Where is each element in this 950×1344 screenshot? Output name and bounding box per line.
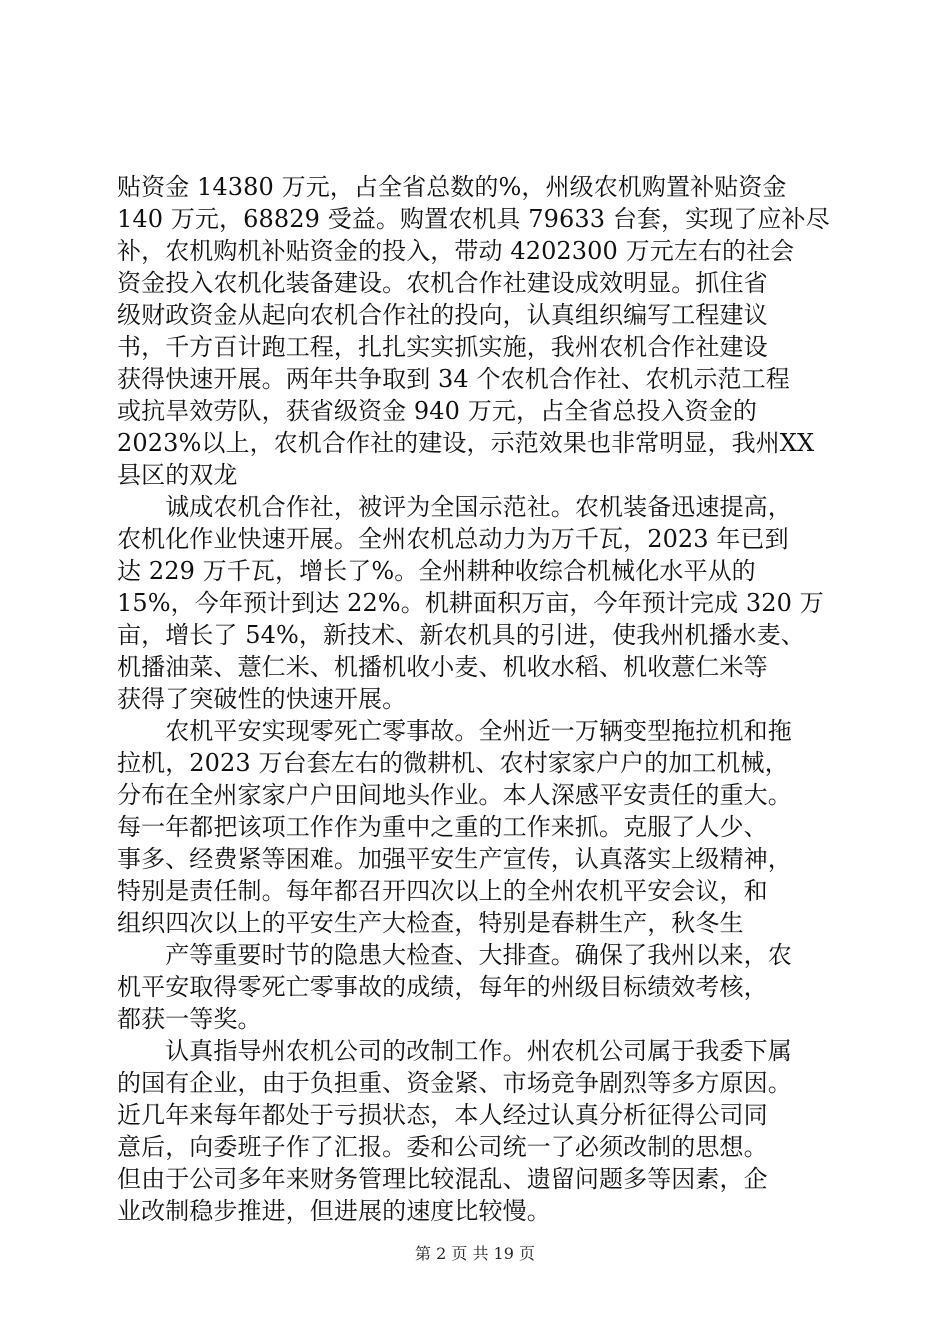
- text-line-31: 意后，向委班子作了汇报。委和公司统一了必须改制的思想。: [117, 1133, 768, 1161]
- text-line-13: 达 229 万千瓦，增长了%。全州耕种收综合机械化水平从的: [117, 557, 756, 585]
- text-line-26: 机平安取得零死亡零事故的成绩，每年的州级目标绩效考核，: [117, 973, 768, 1001]
- text-line-18: 农机平安实现零死亡零事故。全州近一万辆变型拖拉机和拖: [117, 717, 792, 745]
- text-line-20: 分布在全州家家户户田间地头作业。本人深感平安责任的重大。: [117, 781, 792, 809]
- text-line-5: 级财政资金从起向农机合作社的投向，认真组织编写工程建议: [117, 301, 768, 329]
- text-line-14: 15%，今年预计到达 22%。机耕面积万亩，今年预计完成 320 万: [117, 589, 824, 617]
- text-line-24: 组织四次以上的平安生产大检查，特别是春耕生产，秋冬生: [117, 909, 744, 937]
- text-line-2: 140 万元，68829 受益。购置农机具 79633 台套，实现了应补尽: [117, 205, 830, 233]
- text-line-15: 亩，增长了 54%，新技术、新农机具的引进，使我州机播水麦、: [117, 621, 805, 649]
- text-line-17: 获得了突破性的快速开展。: [117, 685, 407, 713]
- text-line-23: 特别是责任制。每年都召开四次以上的全州农机平安会议，和: [117, 877, 768, 905]
- text-line-33: 业改制稳步推进，但进展的速度比较慢。: [117, 1197, 551, 1225]
- text-line-8: 或抗旱效劳队，获省级资金 940 万元，占全省总投入资金的: [117, 397, 757, 425]
- text-line-6: 书，千方百计跑工程，扎扎实实抓实施，我州农机合作社建设: [117, 333, 768, 361]
- text-line-16: 机播油菜、薏仁米、机播机收小麦、机收水稻、机收薏仁米等: [117, 653, 768, 681]
- text-line-28: 认真指导州农机公司的改制工作。州农机公司属于我委下属: [117, 1037, 792, 1065]
- text-line-7: 获得快速开展。两年共争取到 34 个农机合作社、农机示范工程: [117, 365, 790, 393]
- text-line-32: 但由于公司多年来财务管理比较混乱、遗留问题多等因素，企: [117, 1165, 768, 1193]
- text-line-11: 诚成农机合作社，被评为全国示范社。农机装备迅速提高，: [117, 493, 792, 521]
- text-line-29: 的国有企业，由于负担重、资金紧、市场竞争剧烈等多方原因。: [117, 1069, 792, 1097]
- text-line-12: 农机化作业快速开展。全州农机总动力为万千瓦，2023 年已到: [117, 525, 789, 553]
- text-line-21: 每一年都把该项工作作为重中之重的工作来抓。克服了人少、: [117, 813, 768, 841]
- text-line-27: 都获一等奖。: [117, 1005, 262, 1033]
- text-line-22: 事多、经费紧等困难。加强平安生产宣传，认真落实上级精神，: [117, 845, 792, 873]
- text-line-9: 2023%以上，农机合作社的建设，示范效果也非常明显，我州XX: [117, 429, 815, 457]
- text-line-3: 补，农机购机补贴资金的投入，带动 4202300 万元左右的社会: [117, 237, 795, 265]
- text-line-10: 县区的双龙: [117, 461, 238, 489]
- text-line-25: 产等重要时节的隐患大检查、大排查。确保了我州以来，农: [117, 941, 792, 969]
- text-line-4: 资金投入农机化装备建设。农机合作社建设成效明显。抓住省: [117, 269, 768, 297]
- text-line-1: 贴资金 14380 万元，占全省总数的%，州级农机购置补贴资金: [117, 173, 787, 201]
- text-line-30: 近几年来每年都处于亏损状态，本人经过认真分析征得公司同: [117, 1101, 768, 1129]
- page-number-footer: 第 2 页 共 19 页: [415, 1244, 535, 1263]
- text-line-19: 拉机，2023 万台套左右的微耕机、农村家家户户的加工机械，: [117, 749, 789, 777]
